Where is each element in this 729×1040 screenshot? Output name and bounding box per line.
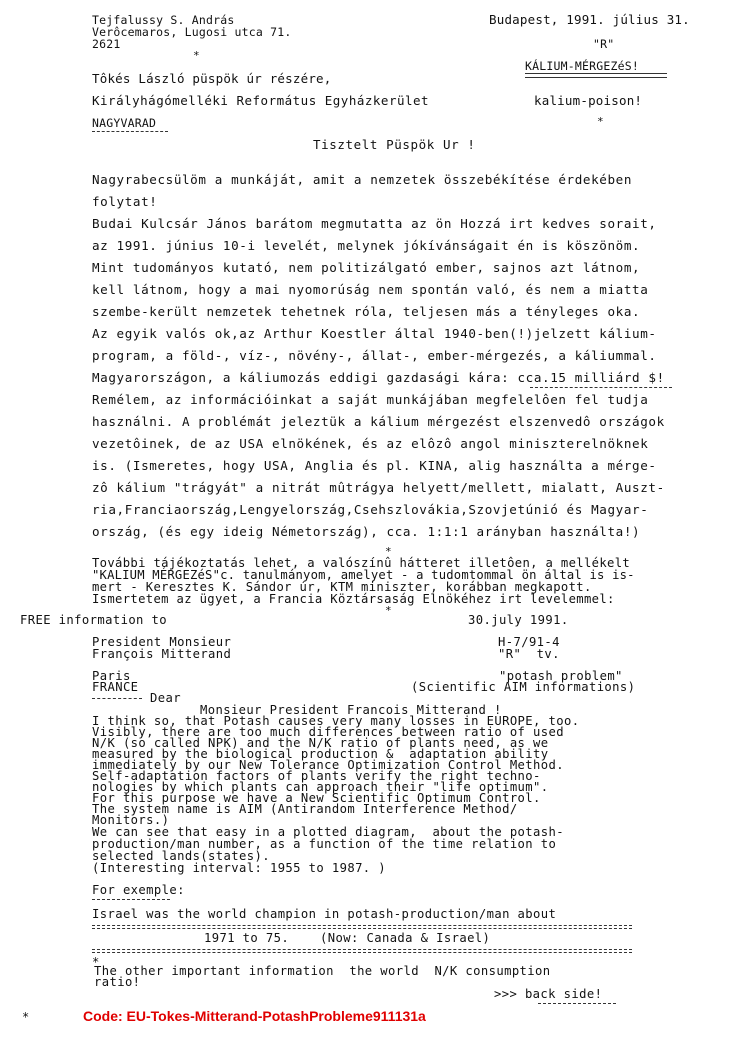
star-mark: * — [597, 115, 604, 128]
letter-line: Self-adaptation factors of plants verify the right techno- — [92, 769, 541, 783]
letter-line: measured by the biological production & adaptation ability — [92, 747, 549, 761]
example-underline — [92, 899, 170, 900]
letter-line: For this purpose we have a New Scientific Optimum Control. — [92, 791, 541, 805]
recipient-line-1: Tôkés László püspök úr részére, — [92, 71, 332, 86]
letter-line: nologies by which plants can approach their "life optimum". — [92, 780, 549, 794]
addressee-line-2: François Mitterand — [92, 647, 232, 661]
further-line: "KALIUM MÉRGEZéS"c. tanulmányom, amelyet - a tudomtommal ön által is is- — [92, 568, 635, 582]
body-line: vezetôinek, de az USA elnökének, és az elôzô angol miniszterelnöknek — [92, 436, 649, 451]
sender-name: Tejfalussy S. András — [92, 13, 235, 27]
further-line: mert - Keresztes K. Sándor úr, KTM miniszter, korábban megkapott. — [92, 580, 592, 594]
star-mark: * — [22, 1010, 30, 1024]
body-line: Mint tudományos kutató, nem politizálgató ember, sajnos azt látnom, — [92, 260, 641, 275]
body-line: Az egyik valós ok,az Arthur Koestler által 1940-ben(!)jelzett kálium- — [92, 326, 657, 341]
reference-mark: "R" tv. — [498, 647, 560, 661]
israel-line: Israel was the world champion in potash-production/man about — [92, 907, 557, 921]
star-mark: * — [193, 49, 200, 62]
sender-zip: 2621 — [92, 37, 121, 51]
free-info-date: 30.july 1991. — [468, 613, 569, 627]
letter-line: Visibly, there are too much differences between ratio of used — [92, 725, 564, 739]
recipient-city: NAGYVARAD — [92, 116, 157, 130]
other-info-line: ratio! — [94, 975, 141, 989]
sender-street: Verôcemaros, Lugosi utca 71. — [92, 25, 292, 39]
body-line: ria,Franciaország,Lengyelország,Csehszlovákia,Szovjetúnió és Magyar- — [92, 502, 649, 517]
topic-subtitle: (Scientific AIM informations) — [411, 680, 636, 694]
letter-line: We can see that easy in a plotted diagram, about the potash- — [92, 825, 564, 839]
subject-title: KÁLIUM-MÉRGEZéS! — [525, 59, 639, 73]
period-underline — [92, 949, 632, 950]
body-line: zô kálium "trágyát" a nitrát mûtrágya helyett/mellett, mialatt, Auszt- — [92, 480, 665, 495]
body-line: Nagyrabecsülöm a munkáját, amit a nemzetek összebékítése érdekében — [92, 172, 633, 187]
subject-english: kalium-poison! — [534, 93, 643, 108]
dear: Dear — [150, 691, 181, 705]
letter-line: N/K (so called NPK) and the N/K ratio of plants need, as we — [92, 736, 549, 750]
greeting: Monsieur President Francois Mitterand ! — [200, 703, 502, 717]
body-line: program, a föld-, víz-, növény-, állat-, ember-mérgezés, a káliummal. — [92, 348, 657, 363]
recipient-line-2: Királyhágómelléki Református Egyházkerület — [92, 93, 430, 108]
letter-line: The system name is AIM (Antirandom Interference Method/ — [92, 802, 518, 816]
registered-mark: "R" — [593, 37, 615, 51]
body-line: kell látnom, hogy a mai nyomorúság nem spontán való, és nem a miatta — [92, 282, 649, 297]
addressee-city: Paris — [92, 669, 131, 683]
further-line: További tájékoztatás lehet, a valószínû hátteret illetôen, a mellékelt — [92, 556, 631, 570]
addressee-line-1: President Monsieur — [92, 635, 232, 649]
example-heading: For exemple: — [92, 883, 185, 897]
letter-line: (Interesting interval: 1955 to 1987. ) — [92, 861, 387, 875]
israel-underline — [92, 928, 632, 929]
star-mark: * — [92, 955, 100, 969]
body-line: Budai Kulcsár János barátom megmutatta az ön Hozzá irt kedves sorait, — [92, 216, 657, 231]
letter-line: production/man number, as a function of the time relation to — [92, 837, 557, 851]
body-line: ország, (és egy ideig Németország), cca. 1:1:1 arányban használta!) — [92, 524, 641, 539]
place-date: Budapest, 1991. július 31. — [489, 12, 690, 27]
letter-line: selected lands(states). — [92, 849, 270, 863]
star-mark: * — [385, 545, 392, 558]
back-side-underline — [538, 1003, 616, 1004]
period-underline — [92, 952, 632, 953]
body-line: folytat! — [92, 194, 158, 209]
star-mark: * — [385, 604, 392, 617]
body-line: az 1991. június 10-i levelét, melynek jókívánságait én is köszönöm. — [92, 238, 641, 253]
body-line: Magyarországon, a káliumozás eddigi gazdasági kára: cca.15 milliárd $! — [92, 370, 665, 385]
body-line: szembe-került nemzetek tehetnek róla, teljesen más a tényleges oka. — [92, 304, 641, 319]
period-line: 1971 to 75. (Now: Canada & Israel) — [204, 931, 491, 945]
salutation: Tisztelt Püspök Ur ! — [313, 137, 476, 152]
back-side-note: >>> back side! — [494, 987, 603, 1001]
document-code: Code: EU-Tokes-Mitterand-PotashProbleme911131a — [83, 1008, 426, 1024]
amount-underline — [530, 387, 672, 388]
letter-line: immediately by our New Tolerance Optimization Control Method. — [92, 758, 564, 772]
israel-underline — [92, 925, 632, 926]
other-info-line: The other important information the world N/K consumption — [94, 964, 551, 978]
country-underline — [92, 698, 142, 699]
free-info-label: FREE information to — [20, 613, 168, 627]
letter-line: Monitors.) — [92, 813, 170, 827]
reference-number: H-7/91-4 — [498, 635, 560, 649]
body-line: Remélem, az információinkat a saját munkájában megfelelôen fel tudja — [92, 392, 649, 407]
body-line: használni. A problémát jeleztük a kálium mérgezést elszenvedô országok — [92, 414, 665, 429]
body-line: is. (Ismeretes, hogy USA, Anglia és pl. KINA, alig használta a mérge- — [92, 458, 657, 473]
further-line: Ismertetem az ügyet, a Francia Köztársaság Elnökéhez irt levelemmel: — [92, 592, 615, 606]
addressee-country: FRANCE — [92, 680, 139, 694]
city-underline — [92, 131, 168, 132]
topic-title: "potash problem" — [499, 669, 623, 683]
subject-double-underline — [525, 73, 667, 78]
letter-line: I think so, that Potash causes very many losses in EUROPE, too. — [92, 714, 580, 728]
